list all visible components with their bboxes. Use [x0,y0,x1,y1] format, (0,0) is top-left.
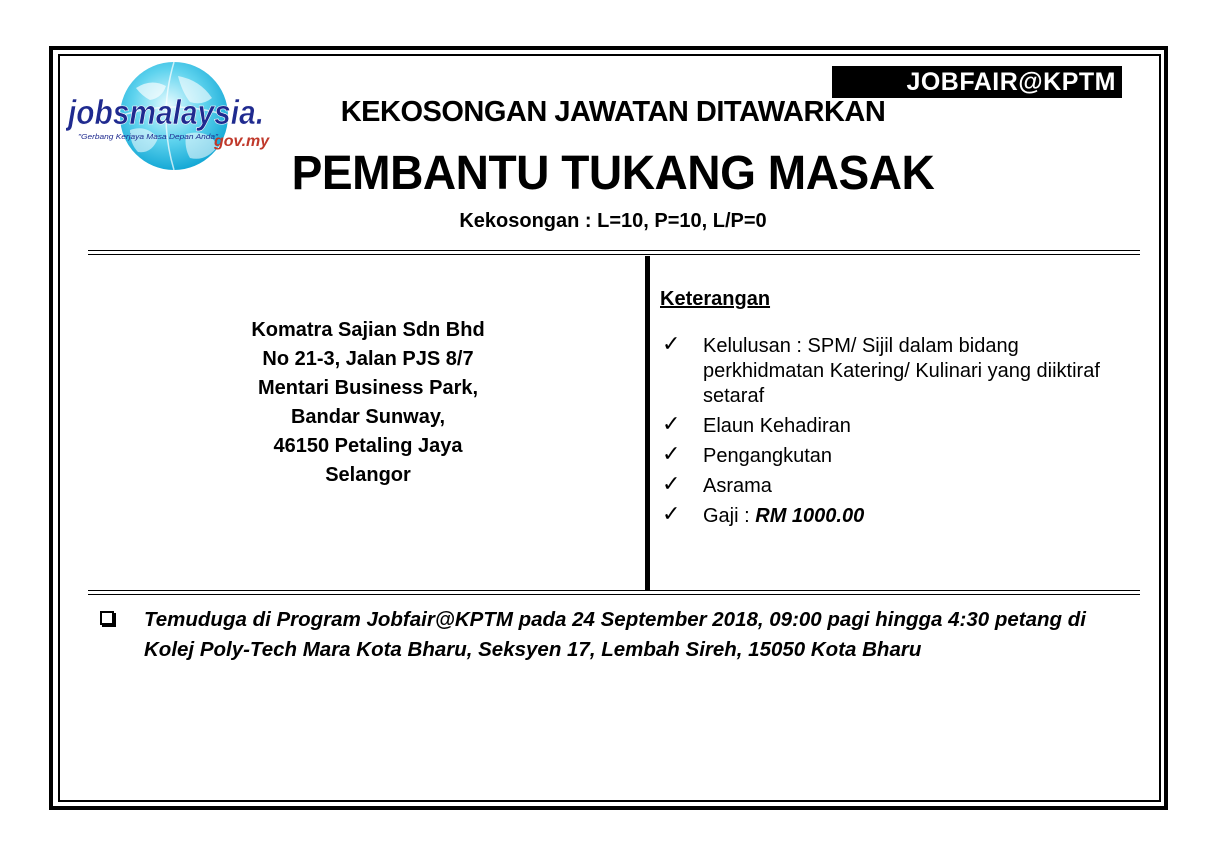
divider-bottom-1 [88,590,1140,591]
employer-address [200,316,536,490]
job-title: PEMBANTU TUKANG MASAK [291,147,935,200]
logo-brand-main: jobsmalaysia. [66,94,264,132]
logo-slogan: "Gerbang Kerjaya Masa Depan Anda" [78,134,219,141]
divider-top-1 [88,250,1140,251]
address-line: Selangor [325,464,411,486]
list-item-salary [660,504,1130,529]
list-item [660,444,1130,469]
address-line: No 21-3, Jalan PJS 8/7 [262,348,474,370]
item-text: Pengangkutan [703,445,833,467]
details-title: Keterangan [660,288,771,310]
check-icon: ✓ [662,412,681,437]
check-icon: ✓ [662,332,681,357]
page-headline: KEKOSONGAN JAWATAN DITAWARKAN [340,96,886,128]
item-text: Asrama [703,475,772,497]
divider-bottom-2 [88,594,1140,595]
check-icon: ✓ [662,502,681,527]
logo-brand-suffix: gov.my [214,133,270,150]
address-line: Bandar Sunway, [290,406,446,428]
details-list [660,334,1130,534]
vertical-divider [645,256,650,590]
employer-name: Komatra Sajian Sdn Bhd [251,319,485,341]
list-item [660,334,1130,409]
interview-note-text: Temuduga di Program Jobfair@KPTM pada 24 September 2018, 09:00 pagi hingga 4:30 petang di Kolej Poly-Tech Mara Kota Bharu, Seksyen 17, Lembah Sireh, 15050 Kota Bharu [144,608,1086,661]
jobfair-tag: JOBFAIR@KPTM [832,66,1122,98]
vacancy-info: Kekosongan : L=10, P=10, L/P=0 [459,210,767,232]
item-text: Elaun Kehadiran [703,415,851,437]
address-line: 46150 Petaling Jaya [273,435,463,457]
list-item [660,474,1130,499]
divider-top-2 [88,254,1140,255]
checkbox-icon [100,611,114,625]
salary-value: RM 1000.00 [755,505,865,527]
salary-label: Gaji : [703,505,756,527]
item-text: Kelulusan : SPM/ Sijil dalam bidang perkhidmatan Katering/ Kulinari yang diiktiraf setaraf [703,335,1100,407]
check-icon: ✓ [662,442,681,467]
check-icon: ✓ [662,472,681,497]
address-line: Mentari Business Park, [257,377,479,399]
list-item [660,414,1130,439]
interview-note [98,605,1128,665]
